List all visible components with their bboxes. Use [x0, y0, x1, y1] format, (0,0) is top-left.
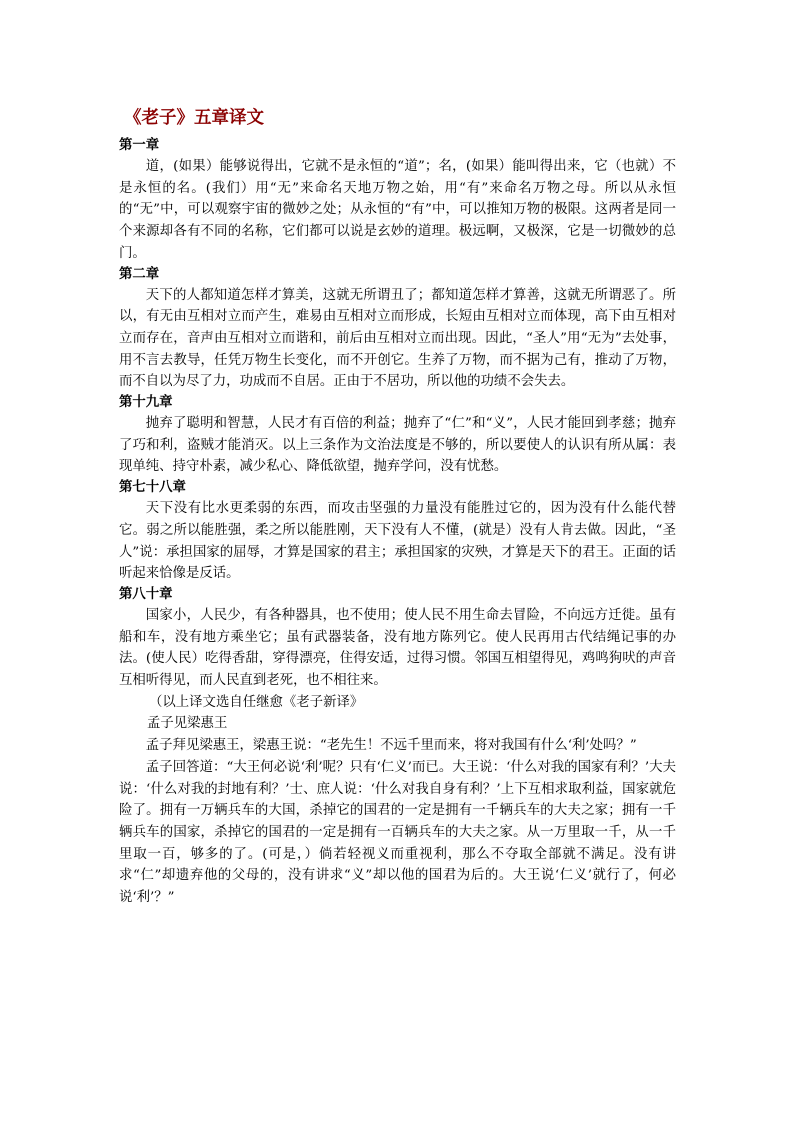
chapter-text-78: 天下没有比水更柔弱的东西，而攻击坚强的力量没有能胜过它的，因为没有什么能代替它。弱之所以能胜强，柔之所以能胜刚，天下没有人不懂，(就是）没有人肯去做。因此，“圣人”说：承担国家的屈辱，才算是国家的君主；承担国家的灾殃，才算是天下的君王。正面的话听起来恰像是反话。	[119, 501, 676, 582]
document-body	[119, 106, 676, 909]
chapter-heading-2: 第二章	[119, 266, 160, 282]
chapter-text-2: 天下的人都知道怎样才算美，这就无所谓丑了；都知道怎样才算善，这就无所谓恶了。所以，有无由互相对立而产生，难易由互相对立而形成，长短由互相对立而体现，高下由互相对立而存在，音声由互相对立而谐和，前后由互相对立而出现。因此，“圣人”用“无为”去处事，用不言去教导，任凭万物生长变化，而不开创它。生养了万物，而不据为己有，推动了万物，而不自以为尽了力，功成而不自居。正由于不居功，所以他的功绩不会失去。	[119, 287, 676, 390]
mencius-paragraph-1: 孟子拜见梁惠王，梁惠王说：“老先生！不远千里而来，将对我国有什么‘利’处吗？”	[145, 738, 637, 754]
chapter-heading-19: 第十九章	[119, 395, 173, 411]
chapter-text-80: 国家小，人民少，有各种器具，也不使用；使人民不用生命去冒险，不向远方迁徙。虽有船和车，没有地方乘坐它；虽有武器装备，没有地方陈列它。使人民再用古代结绳记事的办法。(使人民）吃得香甜，穿得漂亮，住得安适，过得习惯。邻国互相望得见，鸡鸣狗吠的声音互相听得见，而人民直到老死，也不相往来。	[119, 607, 676, 689]
chapter-heading-1: 第一章	[119, 138, 160, 153]
chapter-text-19: 抛弃了聪明和智慧，人民才有百倍的利益；抛弃了“仁”和“义”，人民才能回到孝慈；抛弃了巧和利，盗贼才能消灭。以上三条作为文治法度是不够的，所以要使人的认识有所从属：表现单纯、持守朴素，减少私心、降低欲望，抛弃学问，没有忧愁。	[119, 416, 676, 475]
mencius-title: 孟子见梁惠王	[147, 716, 228, 732]
mencius-paragraph-2: 孟子回答道：“大王何必说‘利’呢？只有‘仁义’而已。大王说：‘什么对我的国家有利？’大夫说：‘什么对我的封地有利？’士、庶人说：‘什么对我自身有利？’上下互相求取利益，国家就危险了。拥有一万辆兵车的大国，杀掉它的国君的一定是拥有一千辆兵车的大夫之家；拥有一千辆兵车的国家，杀掉它的国君的一定是拥有一百辆兵车的大夫之家。从一万里取一千，从一千里取一百，够多的了。(可是，）倘若轻视义而重视利，那么不夺取全部就不满足。没有讲求“仁”却遗弃他的父母的，没有讲求“义”却以他的国君为后的。大王说‘仁义’就行了，何必说‘利’？”	[119, 759, 676, 906]
chapter-text-1: 道，(如果）能够说得出，它就不是永恒的“道”；名，(如果）能叫得出来，它（也就）不是永恒的名。(我们）用“无”来命名天地万物之始，用“有”来命名万物之母。所以从永恒的“无”中，可以观察宇宙的微妙之处；从永恒的“有”中，可以推知万物的极限。这两者是同一个来源却各有不同的名称，它们都可以说是玄妙的道理。极远啊，又极深，它是一切微妙的总门。	[119, 159, 676, 261]
chapter-heading-80: 第八十章	[119, 586, 173, 602]
source-note: （以上译文选自任继愈《老子新译》	[149, 694, 364, 710]
chapter-heading-78: 第七十八章	[119, 480, 186, 496]
page-title: 《老子》五章译文	[124, 108, 264, 128]
